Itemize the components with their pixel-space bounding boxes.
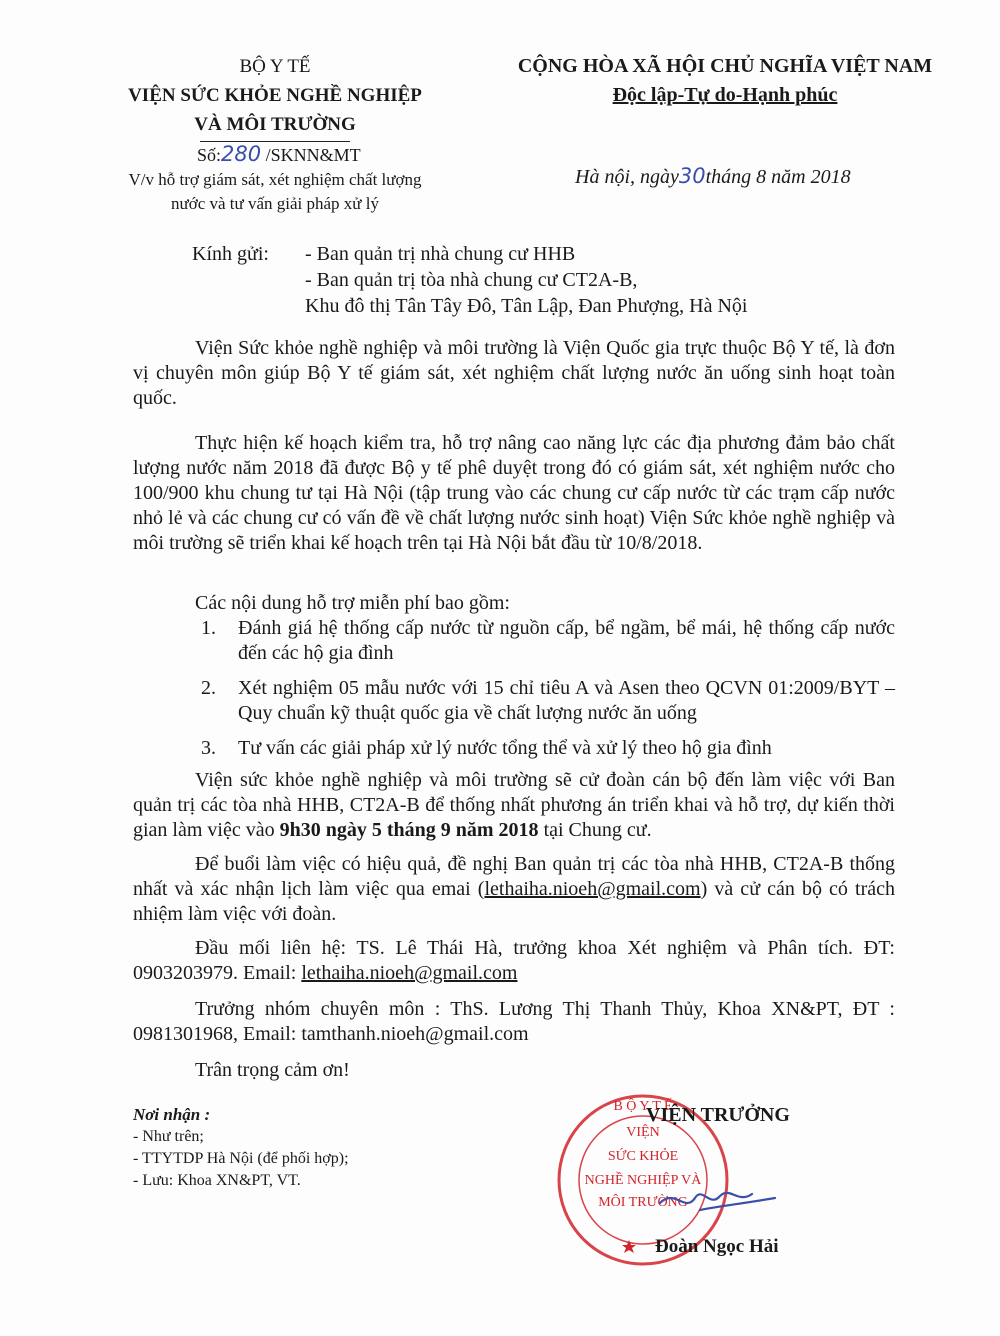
distribution-line: - Lưu: Khoa XN&PT, VT. <box>133 1172 301 1189</box>
subject-line2: nước và tư vấn giải pháp xử lý <box>170 194 379 213</box>
seal-line: SỨC KHỎE <box>607 1149 679 1164</box>
document-number <box>197 142 361 166</box>
date-day-handwritten: 30 <box>678 164 706 188</box>
doc-number-prefix: Số: <box>197 145 222 165</box>
addressee-line: - Ban quản trị tòa nhà chung cư CT2A-B, <box>305 269 638 291</box>
addressee-line: Khu đô thị Tân Tây Đô, Tân Lập, Đan Phượng, Hà Nội <box>305 295 748 317</box>
subject-line1: V/v hỗ trợ giám sát, xét nghiệm chất lượng <box>128 170 422 189</box>
meeting-time: 9h30 ngày 5 tháng 9 năm 2018 <box>279 819 539 841</box>
institute-name-line2: VÀ MÔI TRƯỜNG <box>194 114 356 135</box>
doc-number-handwritten: 280 <box>221 142 262 166</box>
distribution-line: - Như trên; <box>133 1128 204 1145</box>
email-link[interactable]: lethaiha.nioeh@gmail.com <box>484 878 701 900</box>
paragraph-text: ) và cử cán bộ có trách nhiệm làm việc với đoàn. <box>133 878 895 925</box>
country-name: CỘNG HÒA XÃ HỘI CHỦ NGHĨA VIỆT NAM <box>517 55 933 77</box>
list-item-text: Đánh giá hệ thống cấp nước từ nguồn cấp, bể ngầm, bể mái, hệ thống cấp nước đến các hộ gia đình <box>238 617 895 664</box>
agency-header <box>70 52 480 142</box>
seal-ring-text: B Ộ Y T Ế <box>613 1099 673 1114</box>
email-link[interactable]: lethaiha.nioeh@gmail.com <box>301 962 518 984</box>
list-item <box>133 736 895 761</box>
list-item-number: 2. <box>201 677 216 699</box>
list-item-number: 3. <box>201 737 216 759</box>
body-paragraph-6 <box>133 936 895 986</box>
body-paragraph-7 <box>133 997 895 1047</box>
list-item <box>133 676 895 726</box>
addressee-list <box>305 241 747 319</box>
paragraph-text: Đầu mối liên hệ: TS. Lê Thái Hà, trưởng khoa Xét nghiệm và Phân tích. ĐT: 0903203979. Email: <box>133 937 895 984</box>
ministry-name: BỘ Y TẾ <box>239 56 311 77</box>
seal-star-icon <box>622 1240 636 1253</box>
paragraph-text: tại Chung cư. <box>538 819 652 841</box>
signer-name: Đoàn Ngọc Hải <box>655 1236 779 1257</box>
distribution-list <box>133 1104 349 1192</box>
list-item-number: 1. <box>201 617 216 639</box>
institute-name-line1: VIỆN SỨC KHỎE NGHỀ NGHIỆP <box>128 85 422 106</box>
seal-line: VIỆN <box>626 1125 660 1140</box>
body-paragraph-5 <box>133 852 895 927</box>
list-item-text: Tư vấn các giải pháp xử lý nước tổng thể và xử lý theo hộ gia đình <box>238 737 772 759</box>
signer-title: VIỆN TRƯỞNG <box>646 1104 790 1126</box>
doc-number-suffix: /SKNN&MT <box>261 145 361 165</box>
body-paragraph-2 <box>133 431 895 556</box>
paragraph-text: Viện Sức khỏe nghề nghiệp và môi trường là Viện Quốc gia trực thuộc Bộ Y tế, là đơn vị chuyên môn giúp Bộ Y tế giám sát, xét nghiệm chất lượng nước ăn uống sinh hoạt toàn quốc. <box>133 337 895 409</box>
national-header <box>485 52 965 110</box>
paragraph-text: Viện sức khỏe nghề nghiệp và môi trường sẽ cử đoàn cán bộ đến làm việc với Ban quản trị các tòa nhà HHB, CT2A-B để thống nhất phương án triển khai và hỗ trợ, dự kiến thời gian làm việc vào <box>133 769 895 841</box>
seal-line: MÔI TRƯỜNG <box>598 1195 688 1210</box>
date-prefix: Hà nội, ngày <box>575 166 679 188</box>
distribution-line: - TTYTDP Hà Nội (để phối hợp); <box>133 1150 349 1167</box>
paragraph-text: Để buổi làm việc có hiệu quả, đề nghị Ban quản trị các tòa nhà HHB, CT2A-B thống nhất và xác nhận lịch làm việc qua emai ( <box>133 853 895 900</box>
body-paragraph-3 <box>133 591 895 616</box>
paragraph-text: Thực hiện kế hoạch kiểm tra, hỗ trợ nâng cao năng lực các địa phương đảm bảo chất lượng nước năm 2018 đã được Bộ y tế phê duyệt trong đó có giám sát, xét nghiệm nước cho 100/900 khu chung tư tại Hà Nội (tập trung vào các chung cư cấp nước từ các trạm cấp nước nhỏ lẻ và các chung cư có vấn đề về chất lượng nước sinh hoạt) Viện Sức khỏe nghề nghiệp và môi trường sẽ triển khai kế hoạch trên tại Hà Nội bắt đầu từ 10/8/2018. <box>133 432 895 554</box>
handwritten-signature <box>640 1168 780 1228</box>
body-paragraph-4 <box>133 768 895 843</box>
seal-line: NGHỀ NGHIỆP VÀ <box>584 1173 702 1188</box>
paragraph-text: Trân trọng cảm ơn! <box>195 1059 350 1081</box>
paragraph-text: Trưởng nhóm chuyên môn : ThS. Lương Thị Thanh Thủy, Khoa XN&PT, ĐT : 0981301968, Email: tamthanh.nioeh@gmail.com <box>133 998 895 1045</box>
paragraph-text: Các nội dung hỗ trợ miễn phí bao gồm: <box>195 592 510 614</box>
date-rest: tháng 8 năm 2018 <box>705 166 851 188</box>
addressee-label: Kính gửi: <box>192 243 269 265</box>
document-date <box>575 164 851 189</box>
body-paragraph-1 <box>133 336 895 411</box>
distribution-title: Nơi nhận : <box>133 1105 211 1124</box>
addressee-line: - Ban quản trị nhà chung cư HHB <box>305 243 576 265</box>
list-item-text: Xét nghiệm 05 mẫu nước với 15 chỉ tiêu A và Asen theo QCVN 01:2009/BYT – Quy chuẩn kỹ thuật quốc gia về chất lượng nước ăn uống <box>238 677 895 724</box>
closing-line <box>133 1058 895 1083</box>
document-subject <box>70 168 480 216</box>
national-motto: Độc lập-Tự do-Hạnh phúc <box>612 84 838 106</box>
list-item <box>133 616 895 666</box>
